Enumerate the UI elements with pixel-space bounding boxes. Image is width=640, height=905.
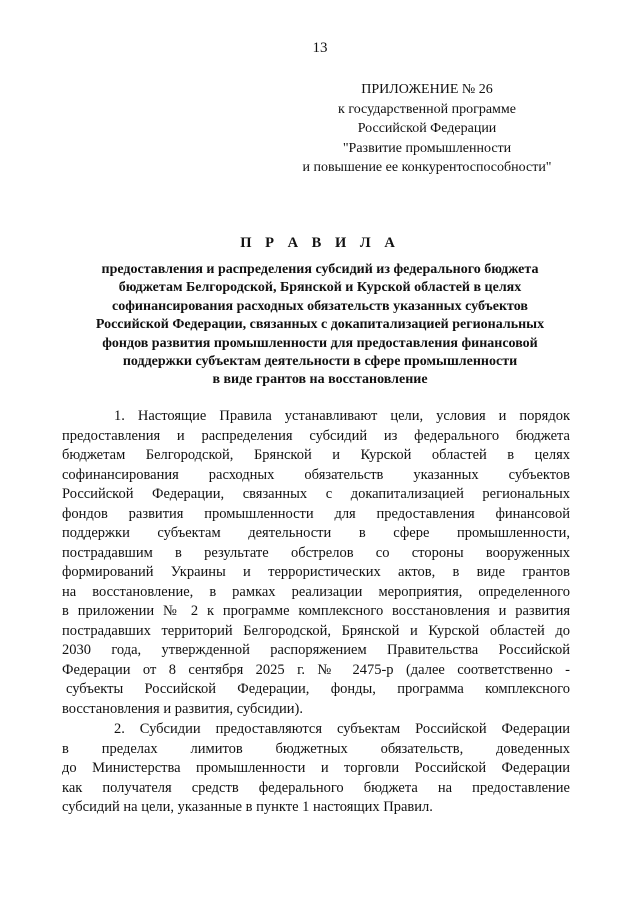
rules-subtitle [62, 261, 578, 390]
paragraph-line: восстановления и развития, субсидии). [62, 700, 303, 717]
paragraph-line: в пределах лимитов бюджетных обязательств, доведенных [62, 740, 570, 757]
appendix-line: к государственной программе [338, 101, 516, 117]
paragraph-line: до Министерства промышленности и торговли Российской Федерации [62, 760, 570, 776]
appendix-line: Российской Федерации [357, 121, 497, 136]
subtitle-line: софинансирования расходных обязательств указанных субъектов [112, 298, 528, 314]
paragraph-line: 1. Настоящие Правила устанавливают цели, условия и порядок [114, 408, 570, 424]
paragraph-2 [62, 720, 570, 818]
paragraph-line: формирований Украины и террористических актов, в виде грантов [62, 564, 570, 580]
paragraph-line: предоставления и распределения субсидий из федерального бюджета [62, 427, 570, 444]
paragraph-line: Федерации от 8 сентября 2025 г. № 2475-р (далее соответственно - [62, 661, 570, 678]
paragraph-line: пострадавших территорий Белгородской, Брянской и Курской областей до [62, 622, 570, 639]
paragraph-line: пострадавшим в результате обстрелов со стороны вооруженных [62, 544, 570, 561]
paragraph-line: фондов развития промышленности для предоставления финансовой [62, 505, 570, 522]
paragraph-line: Российской Федерации, связанных с докапитализацией региональных [62, 486, 570, 502]
appendix-line: и повышение ее конкурентоспособности" [302, 160, 552, 175]
appendix-line: ПРИЛОЖЕНИЕ № 26 [361, 82, 493, 97]
paragraph-line: поддержки субъектам деятельности в сфере промышленности, [62, 525, 570, 541]
subtitle-line: Российской Федерации, связанных с докапитализацией региональных [95, 317, 545, 333]
rules-title: П Р А В И Л А [240, 235, 400, 251]
paragraph-line: как получателя средств федерального бюджета на предоставление [62, 779, 570, 796]
paragraph-line: субсидий на цели, указанные в пункте 1 настоящих Правил. [62, 799, 433, 815]
paragraph-line: субъекты Российской Федерации, фонды, программа комплексного [66, 681, 570, 697]
subtitle-line: фондов развития промышленности для предоставления финансовой [102, 335, 538, 351]
subtitle-line: бюджетам Белгородской, Брянской и Курской областей в целях [118, 280, 522, 296]
paragraph-line: бюджетам Белгородской, Брянской и Курской областей в целях [62, 447, 570, 463]
paragraph-line: 2. Субсидии предоставляются субъектам Российской Федерации [114, 721, 570, 737]
page-number: 13 [312, 40, 328, 56]
paragraph-line: 2030 года, утвержденной распоряжением Правительства Российской [62, 642, 570, 658]
appendix-block [292, 80, 562, 178]
paragraph-line: в приложении № 2 к программе комплексного восстановления и развития [62, 603, 570, 619]
paragraph-line: на восстановление, в рамках реализации мероприятия, определенного [62, 583, 570, 600]
paragraph-1 [62, 407, 570, 719]
subtitle-line: предоставления и распределения субсидий из федерального бюджета [101, 262, 539, 277]
subtitle-line: в виде грантов на восстановление [212, 372, 428, 388]
paragraph-line: софинансирования расходных обязательств указанных субъектов [62, 466, 570, 483]
appendix-line: "Развитие промышленности [342, 140, 512, 156]
subtitle-line: поддержки субъектам деятельности в сфере промышленности [122, 354, 518, 370]
